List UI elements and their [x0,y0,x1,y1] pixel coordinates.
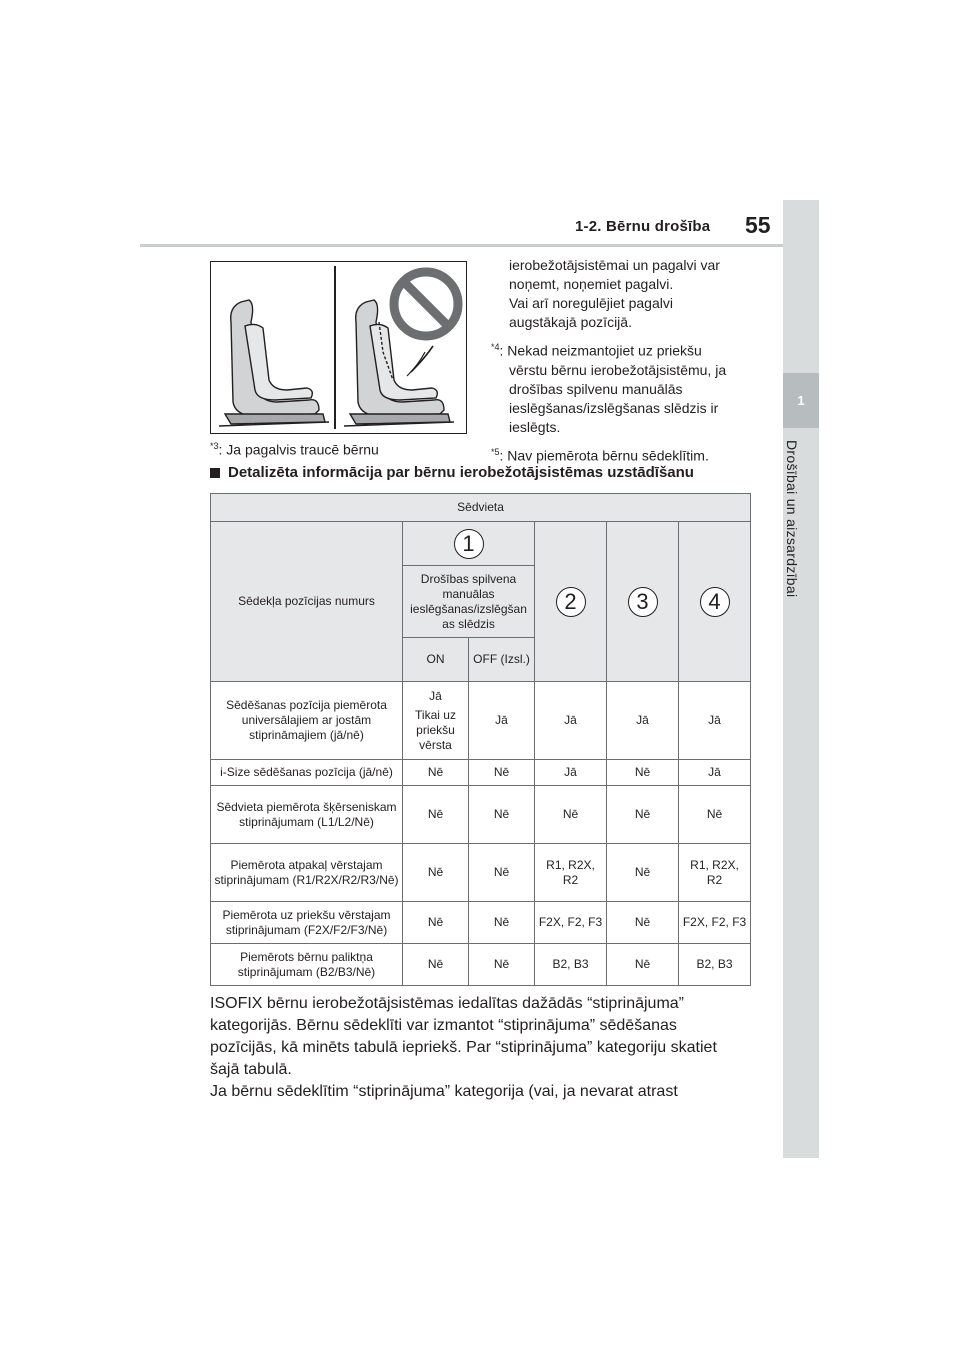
child-seat-left [219,300,329,426]
cell-seat-4: F2X, F2, F3 [679,902,751,944]
cell-seat-3: Nē [607,944,679,986]
cell-seat-2: R1, R2X, R2 [535,844,607,902]
airbag-switch-header: Drošības spilvena manuālas ieslēgšanas/izslēgšan as slēdzis [403,566,535,638]
row-label: Piemērota uz priekšu vērstajam stiprinājumam (F2X/F2/F3/Nē) [211,902,403,944]
seat-2-number: 2 [556,587,586,617]
table-row [211,902,751,944]
footnote-5-text: : Nav piemērota bērnu sēdeklītim. [499,447,709,464]
cell-seat-3: Nē [607,760,679,786]
footnote-3-continued [491,256,741,332]
child-seat-illustration [211,262,466,433]
seat-4-number: 4 [700,587,730,617]
table-row [211,786,751,844]
seat-3-cell [607,522,679,682]
body-line-1: ISOFIX bērnu ierobežotājsistēmas iedalītas dažādās “stiprinājuma” [210,995,684,1012]
cell-off: Nē [469,944,535,986]
footnote-3-text: : Ja pagalvis traucē bērnu [218,441,379,458]
cell-off: Nē [469,844,535,902]
side-tab-chapter-title: Drošībai un aizsardzībai [784,440,800,598]
footnote-5 [491,443,741,466]
footnote-3-line-1: ierobežotājsistēmai un pagalvi var [509,257,720,273]
cell-off: Nē [469,786,535,844]
cell-off: Nē [469,760,535,786]
row-header-seat-position: Sēdekļa pozīcijas numurs [211,522,403,682]
section-title: 1-2. Bērnu drošība [575,218,711,235]
subsection-title: Detalizēta informācija par bērnu ierobežotājsistēmas uzstādīšanu [228,464,694,481]
cell-on-bottom: Tikai uz priekšu vērsta [415,707,456,752]
table-row [211,944,751,986]
table-top-header: Sēdvieta [211,494,751,522]
cell-seat-2: B2, B3 [535,944,607,986]
cell-seat-4: Nē [679,786,751,844]
cell-seat-4: R1, R2X, R2 [679,844,751,902]
cell-on: Nē [403,760,469,786]
row-label: i-Size sēdēšanas pozīcija (jā/nē) [211,760,403,786]
footnote-4-line-4: ieslēgšanas/izslēgšanas slēdzis ir [509,399,719,416]
side-tab-chapter-number: 1 [797,393,805,408]
cell-seat-2: Jā [535,682,607,760]
seat-1-cell [403,522,535,566]
footnote-4-line-2: vērstu bērnu ierobežotājsistēmu, ja [509,361,727,378]
footnote-3-line-4: augstākajā pozīcijā. [509,314,632,330]
cell-seat-4: Jā [679,760,751,786]
on-header: ON [403,638,469,682]
footnote-4-line-3: drošības spilvenu manuālās [509,380,683,397]
row-label: Piemērota atpakaļ vērstajam stiprinājumam (R1/R2X/R2/R3/Nē) [211,844,403,902]
subsection-heading [210,464,694,481]
footnote-3 [210,437,379,460]
cell-off: Jā [469,682,535,760]
prohibition-icon [394,272,458,336]
cell-seat-3: Jā [607,682,679,760]
cell-seat-4: Jā [679,682,751,760]
footnote-3-marker: *3 [210,441,219,451]
page-number: 55 [745,212,771,238]
cell-seat-3: Nē [607,786,679,844]
table-row [211,844,751,902]
body-line-3: pozīcijās, kā minēts tabulā iepriekš. Par “stiprinājuma” kategoriju skatiet [210,1039,717,1056]
body-line-2: kategorijās. Bērnu sēdeklīti var izmantot “stiprinājuma” sēdēšanas [210,1017,677,1034]
table-row [211,760,751,786]
body-line-5: Ja bērnu sēdeklītim “stiprinājuma” kategorija (vai, ja nevarat atrast [210,1083,678,1100]
cell-seat-4: B2, B3 [679,944,751,986]
cell-seat-2: Jā [535,760,607,786]
cell-on: Nē [403,944,469,986]
row-label: Sēdēšanas pozīcija piemērota universālajiem ar jostām stiprināmajiem (jā/nē) [211,682,403,760]
footnote-4 [491,338,741,437]
seat-1-number: 1 [454,529,484,559]
body-paragraph [210,993,755,1103]
footnote-4-line-5: ieslēgts. [509,418,561,435]
cell-on-top: Jā [429,688,442,703]
footnote-3-line-3: Vai arī noregulējiet pagalvi [509,295,673,311]
header-rule [140,244,783,247]
cell-seat-3: Nē [607,844,679,902]
isofix-seat-table [210,493,751,986]
square-bullet-icon [210,468,220,478]
cell-on: Nē [403,902,469,944]
seat-2-cell [535,522,607,682]
footnotes-column [491,256,741,465]
body-line-4: šajā tabulā. [210,1061,292,1078]
footnote-4-marker: *4 [491,342,500,352]
cell-seat-3: Nē [607,902,679,944]
side-tab [783,200,819,1158]
cell-off: Nē [469,902,535,944]
child-seat-headrest-figure [210,261,467,434]
row-label: Sēdvieta piemērota šķērseniskam stiprinājumam (L1/L2/Nē) [211,786,403,844]
seat-4-cell [679,522,751,682]
cell-on: Nē [403,844,469,902]
footnote-4-line-1: : Nekad neizmantojiet uz priekšu [499,342,702,359]
footnote-3-line-2: noņemt, noņemiet pagalvi. [509,276,674,292]
off-header: OFF (Izsl.) [469,638,535,682]
row-label: Piemērots bērnu paliktņa stiprinājumam (B2/B3/Nē) [211,944,403,986]
table-row [211,682,751,760]
footnote-5-marker: *5 [491,446,500,457]
cell-on [403,682,469,760]
cell-on: Nē [403,786,469,844]
cell-seat-2: F2X, F2, F3 [535,902,607,944]
seat-3-number: 3 [628,587,658,617]
cell-seat-2: Nē [535,786,607,844]
